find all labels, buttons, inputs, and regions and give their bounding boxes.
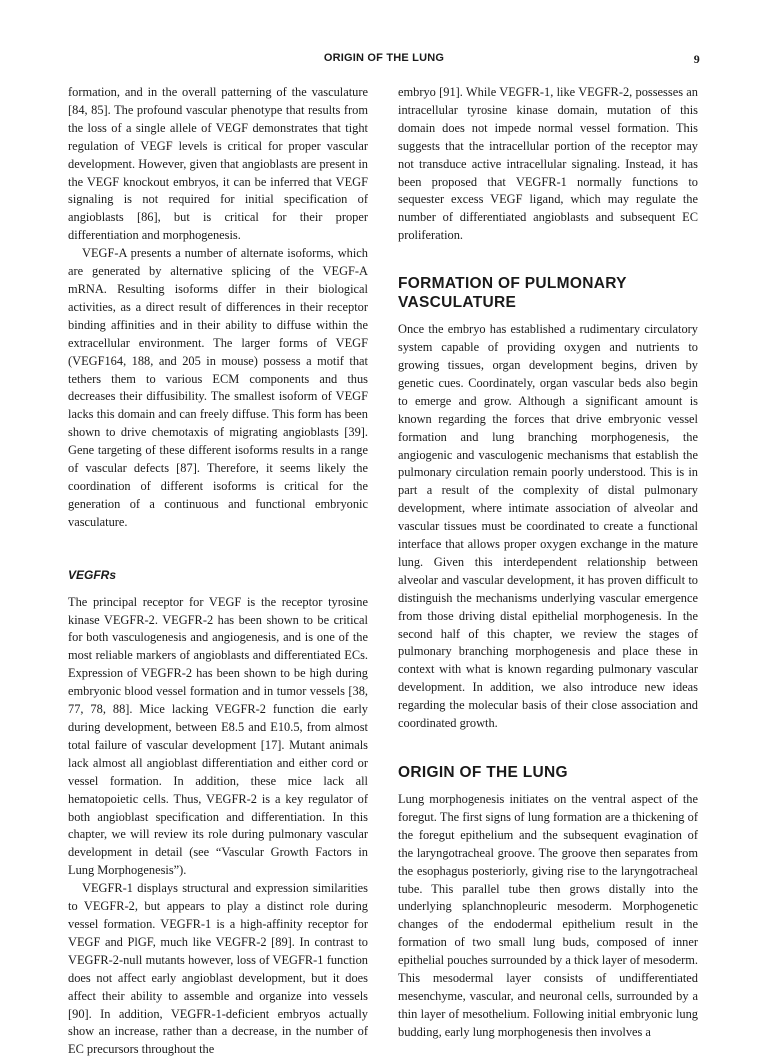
section-heading: ORIGIN OF THE LUNG: [398, 764, 568, 781]
running-header: [68, 52, 700, 70]
running-title: ORIGIN OF THE LUNG: [323, 52, 445, 64]
section-heading-line: FORMATION OF PULMONARY: [398, 275, 627, 293]
section-heading-line: VASCULATURE: [398, 294, 517, 312]
paragraph: Lung morphogenesis initiates on the ventral aspect of the foregut. The first signs of lung formation are a thickening of the foregut epithelium and the subsequent evagination of the laryngotracheal groove. The groove then separates from the esophagus posteriorly, giving rise to the laryngotracheal tube. This parallel tube then grows distally into the underlying splanchnopleuric mesoderm. Morphogenetic changes of the endodermal epithelium result in the formation of two small lung buds, composed of inner epithelial pouches surrounded by a thick layer of mesoderm. This mesodermal layer consists of undifferentiated mesenchyme, vascular, and neuronal cells, surrounded by a thin layer of mesothelium. Following initial embryonic lung budding, early lung morphogenesis then involves a: [398, 792, 698, 1039]
subsection-heading: VEGFRs: [68, 567, 117, 582]
right-column: [398, 84, 698, 1042]
paragraph: The principal receptor for VEGF is the receptor tyrosine kinase VEGFR-2. VEGFR-2 has been shown to be critical for both vasculogenesis and angiogenesis, and is one of the most reliable markers of angioblasts and differentiated ECs. Expression of VEGFR-2 has been shown to be high during embryonic blood vessel formation and in tumor vessels [38, 77, 78, 88]. Mice lacking VEGFR-2 function die early during development, between E8.5 and E10.5, from almost total failure of vascular development [17]. Mutant animals lack almost all angioblast differentiation and either cord or vessel formation. In addition, these mice lack all hematopoietic cells. Thus, VEGFR-2 is a key regulator of both angioblast specification and differentiation. In this chapter, we will review its role during pulmonary vascular development in detail (see “Vascular Growth Factors in Lung Morphogenesis”).: [68, 594, 368, 878]
paragraph: embryo [91]. While VEGFR-1, like VEGFR-2, possesses an intracellular tyrosine kinase domain, mutation of this domain does not impede normal vessel formation. This suggests that the intracellular portion of the receptor may not transduce active intracellular signaling. Instead, it has been proposed that VEGFR-1 normally functions to sequester excess VEGF ligand, which may regulate the number of differentiated angioblasts and subsequent EC proliferation.: [398, 85, 698, 243]
page-number: 9: [693, 52, 700, 66]
section-heading: [398, 274, 698, 312]
paragraph: VEGFR-1 displays structural and expression similarities to VEGFR-2, but appears to play a distinct role during vessel formation. VEGFR-1 is a high-affinity receptor for VEGF and PlGF, much like VEGFR-2 [89]. In contrast to VEGFR-2-null mutants however, loss of VEGFR-1 function does not affect early angioblast development, but it does affect their ability to assemble and organize into vessels [90]. In addition, VEGFR-1-deficient embryos actually show an increase, rather than a decrease, in the number of EC precursors throughout the: [68, 881, 368, 1057]
paragraph: VEGF-A presents a number of alternate isoforms, which are generated by alternative splicing of the VEGF-A mRNA. Resulting isoforms differ in their biological activities, as a direct result of differences in their receptor binding affinities and in their ability to diffuse within the extracellular environment. The larger forms of VEGF (VEGF164, 188, and 205 in mouse) possess a motif that tethers them to various ECM components and thus decreases their diffusibility. The smallest isoform of VEGF lacks this domain and can freely diffuse. This form has been shown to drive chemotaxis of migrating angioblasts [39]. Gene targeting of these different isoforms results in a range of vascular defects [87]. Therefore, it seems likely the coordination of different isoforms is critical for the generation of a continuous and functional embryonic vasculature.: [68, 246, 368, 529]
paragraph: formation, and in the overall patterning of the vasculature [84, 85]. The profound vascular phenotype that results from the loss of a single allele of VEGF demonstrates that tight regulation of VEGF levels is critical for proper vascular development. However, given that angioblasts are present in the VEGF knockout embryos, it can be inferred that VEGF signaling is not required for initial specification of angioblasts [86], but is critical for their proper differentiation and morphogenesis.: [68, 85, 368, 243]
paragraph: Once the embryo has established a rudimentary circulatory system capable of providing oxygen and nutrients to growing tissues, organ development begins, driven by genetic cues. Coordinately, organ vascular beds also begin to emerge and grow. Although a significant amount is known regarding the forces that drive embryonic vessel formation and lung branching morphogenesis, the angiogenic and vasculogenic mechanisms that establish the pulmonary circulation remain poorly understood. This is in part a result of the complexity of distal pulmonary development, where intimate association of alveolar and vascular tissues must be coordinated to create a functional interface that allows proper oxygen exchange in the mature lung. Given this interdependent relationship between alveolar and vascular development, it has proven difficult to distinguish the mechanisms underlying vascular emergence from those driving distal epithelial morphogenesis. In the second half of this chapter, we review the stages of pulmonary branching morphogenesis and place these in context with what is known regarding pulmonary vascular development. In addition, we also introduce new ideas regarding the molecular basis of their close association and coordinated growth.: [398, 322, 698, 731]
left-column: [68, 84, 368, 1059]
